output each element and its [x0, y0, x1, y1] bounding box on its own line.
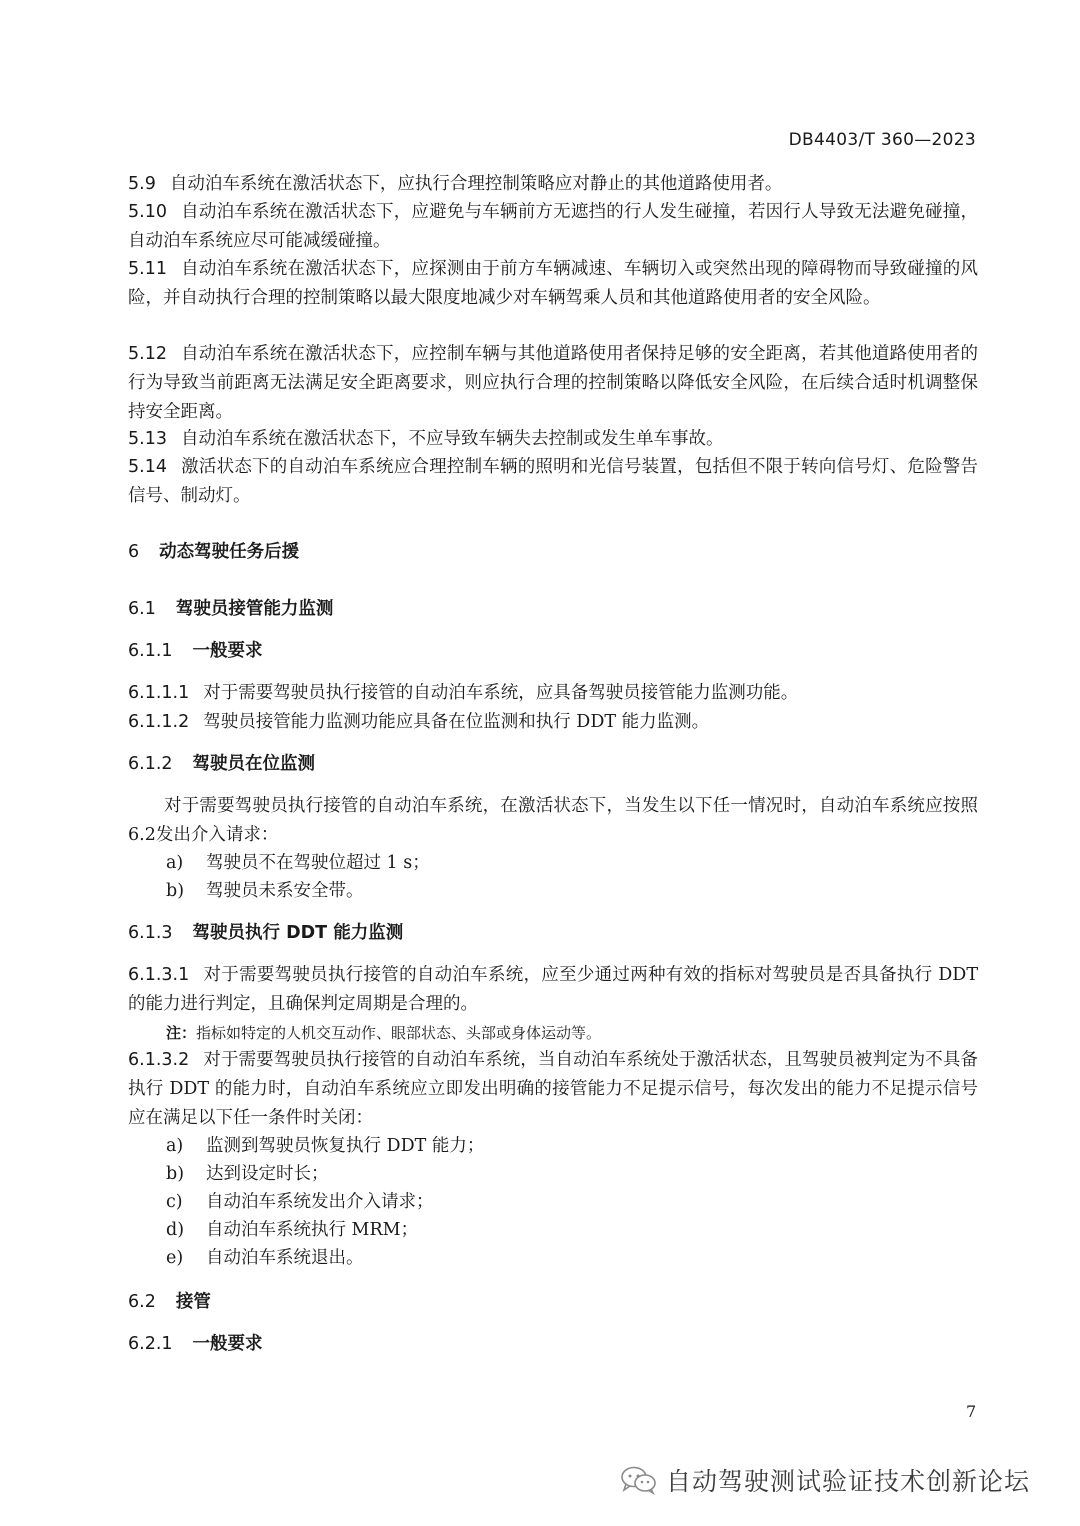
heading-6: 6 动态驾驶任务后援	[128, 542, 300, 562]
wechat-icon	[620, 1465, 658, 1495]
list-item: a) 监测到驾驶员恢复执行 DDT 能力；	[166, 1136, 485, 1156]
clause-5-9: 5.9 自动泊车系统在激活状态下，应执行合理控制策略应对静止的其他道路使用者。	[128, 174, 783, 194]
clause-5-13: 5.13 自动泊车系统在激活状态下，不应导致车辆失去控制或发生单车事故。	[128, 429, 724, 449]
heading-6-1-2: 6.1.2 驾驶员在位监测	[128, 754, 316, 774]
note: 注：指标如特定的人机交互动作、眼部状态、头部或身体运动等。	[166, 1024, 602, 1042]
heading-6-2: 6.2 接管	[128, 1292, 211, 1312]
list-item: e) 自动泊车系统退出。	[166, 1248, 364, 1268]
clause-6-1-3-1: 6.1.3.1 对于需要驾驶员执行接管的自动泊车系统，应至少通过两种有效的指标对驾驶员是否具备执行 DDT 的能力进行判定，且确保判定周期是合理的。	[128, 965, 978, 1014]
list-item: c) 自动泊车系统发出介入请求；	[166, 1192, 434, 1212]
heading-6-1-1: 6.1.1 一般要求	[128, 641, 263, 661]
clause-5-12: 5.12 自动泊车系统在激活状态下，应控制车辆与其他道路使用者保持足够的安全距离，若其他道路使用者的行为导致当前距离无法满足安全距离要求，则应执行合理的控制策略以降低安全风险，在后续合适时机调整保持安全距离。	[128, 344, 978, 422]
clause-6-1-1-2: 6.1.1.2 驾驶员接管能力监测功能应具备在位监测和执行 DDT 能力监测。	[128, 712, 710, 732]
list-item: d) 自动泊车系统执行 MRM；	[166, 1220, 419, 1240]
clause-5-14: 5.14 激活状态下的自动泊车系统应合理控制车辆的照明和光信号装置，包括但不限于转向信号灯、危险警告信号、制动灯。	[128, 457, 978, 506]
watermark-text: 自动驾驶测试验证技术创新论坛	[666, 1467, 1031, 1496]
clause-6-1-3-2: 6.1.3.2 对于需要驾驶员执行接管的自动泊车系统，当自动泊车系统处于激活状态，且驾驶员被判定为不具备执行 DDT 的能力时，自动泊车系统应立即发出明确的接管能力不足提示信号，每次发出的能力不足提示信号应在满足以下任一条件时关闭：	[128, 1050, 978, 1128]
clause-5-10: 5.10 自动泊车系统在激活状态下，应避免与车辆前方无遮挡的行人发生碰撞，若因行人导致无法避免碰撞，自动泊车系统应尽可能减缓碰撞。	[128, 202, 978, 251]
list-item: b) 达到设定时长；	[166, 1164, 329, 1184]
watermark	[620, 1460, 1030, 1500]
page-number: 7	[966, 1402, 977, 1421]
list-item: b) 驾驶员未系安全带。	[166, 881, 364, 901]
list-item: a) 驾驶员不在驾驶位超过 1 s；	[166, 853, 430, 873]
clause-6-1-1-1: 6.1.1.1 对于需要驾驶员执行接管的自动泊车系统，应具备驾驶员接管能力监测功能。	[128, 683, 799, 703]
heading-6-1-3: 6.1.3 驾驶员执行 DDT 能力监测	[128, 923, 404, 943]
heading-6-1: 6.1 驾驶员接管能力监测	[128, 599, 334, 619]
heading-6-2-1: 6.2.1 一般要求	[128, 1334, 263, 1354]
document-number: DB4403/T 360—2023	[788, 130, 976, 150]
clause-5-11: 5.11 自动泊车系统在激活状态下，应探测由于前方车辆减速、车辆切入或突然出现的障碍物而导致碰撞的风险，并自动执行合理的控制策略以最大限度地减少对车辆驾乘人员和其他道路使用者的安全风险。	[128, 259, 978, 308]
paragraph-6-1-2: 对于需要驾驶员执行接管的自动泊车系统，在激活状态下，当发生以下任一情况时，自动泊车系统应按照6.2发出介入请求：	[128, 796, 978, 845]
